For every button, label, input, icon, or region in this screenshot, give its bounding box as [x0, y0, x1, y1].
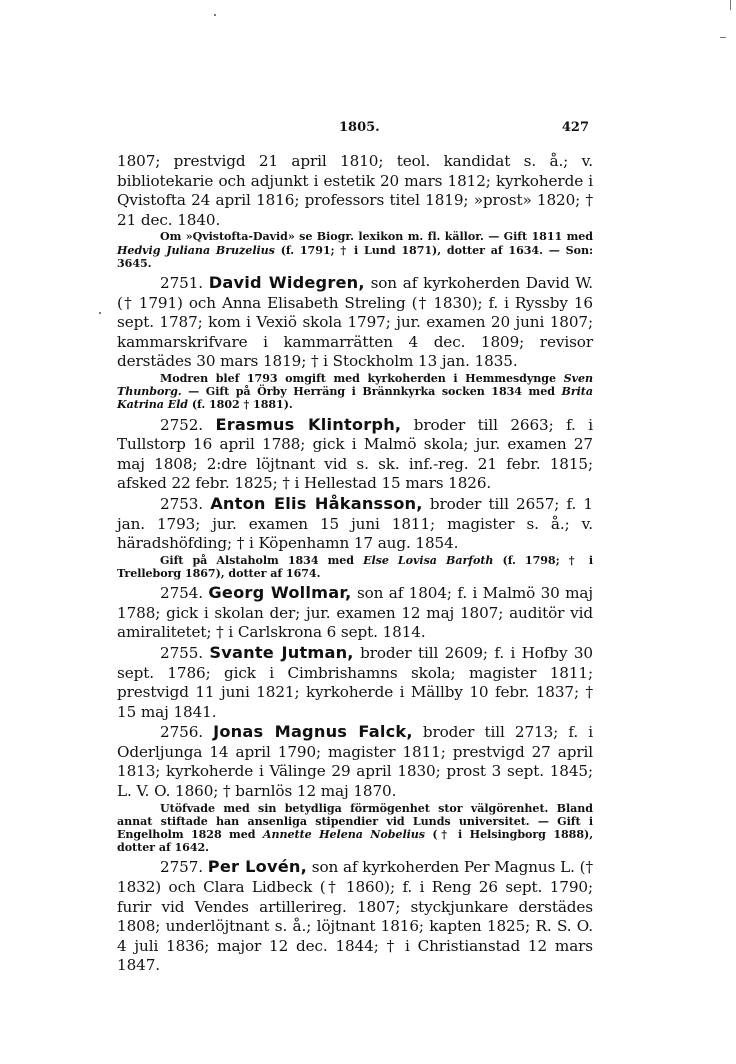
- entry-2757: 2757. Per Lovén, son af kyrkoherden Per Magnus L. († 1832) och Clara Lidbeck († 1860); f. i Reng 26 sept. 1790; furir vid Vendes artillerireg. 1807; styckjunkare derstädes 1808; underlöjtnant s. å.; löjtnant 1816; kapten 1825; R. S. O. 4 juli 1836; major 12 dec. 1844; † i Christianstad 12 mars 1847.: [117, 857, 593, 975]
- running-head-year: 1805.: [339, 120, 380, 135]
- entry-2753-note: Gift på Alstaholm 1834 med Else Lovisa Barfoth (f. 1798; † i Trelleborg 1867), dotter af 1674.: [117, 553, 593, 580]
- entry-2753: 2753. Anton Elis Håkansson, broder till 2657; f. 1 jan. 1793; jur. examen 15 juni 1811; magister s. å.; v. häradshöfding; † i Köpenhamn 17 aug. 1854.: [117, 493, 593, 553]
- scan-mark-top: [214, 14, 216, 16]
- continuation-note: Om »Qvistofta-David» se Biogr. lexikon m. fl. källor. — Gift 1811 med Hedvig Juliana Bruzelius (f. 1791; † i Lund 1871), dotter af 1634. — Son: 3645.: [117, 230, 593, 270]
- scan-mark-margin: [99, 312, 101, 314]
- continuation-text: 1807; prestvigd 21 april 1810; teol. kandidat s. å.; v. bibliotekarie och adjunkt i estetik 20 mars 1812; kyrkoherde i Qvistofta 24 april 1816; professors titel 1819; »prost» 1820; † 21 dec. 1840.: [117, 152, 593, 229]
- entry-2755: 2755. Svante Jutman, broder till 2609; f. i Hofby 30 sept. 1786; gick i Cimbrishamns skola; magister 1811; prestvigd 11 juni 1821; kyrkoherde i Mällby 10 febr. 1837; † 15 maj 1841.: [117, 642, 593, 721]
- document-page: [117, 116, 593, 976]
- page-header: [117, 116, 593, 138]
- entry-2756: 2756. Jonas Magnus Falck, broder till 2713; f. i Oderljunga 14 april 1790; magister 1811; prestvigd 27 april 1813; kyrkoherde i Välinge 29 april 1830; prost 3 sept. 1845; L. V. O. 1860; † barnlös 12 maj 1870.: [117, 722, 593, 801]
- entry-2751-note: Modren blef 1793 omgift med kyrkoherden i Hemmesdynge Sven Thunborg. — Gift på Örby Herräng i Brännkyrka socken 1834 med Brita Katrina Eld (f. 1802 † 1881).: [117, 371, 593, 412]
- entry-2751: 2751. David Widegren, son af kyrkoherden David W. († 1791) och Anna Elisabeth Streling († 1830); f. i Ryssby 16 sept. 1787; kom i Vexiö skola 1797; jur. examen 20 juni 1807; kammarskrifvare i kammarrätten 4 dec. 1809; revisor derstädes 30 mars 1819; † i Stockholm 13 jan. 1835.: [117, 272, 593, 371]
- entry-2756-note: Utöfvade med sin betydliga förmögenhet stor välgörenhet. Bland annat stiftade han ansenliga stipendier vid Lunds universitet. — Gift i Engelholm 1828 med Annette Helena Nobelius († i Helsingborg 1888), dotter af 1642.: [117, 801, 594, 855]
- scan-mark-edge-dash: [720, 37, 726, 38]
- entry-2752: 2752. Erasmus Klintorph, broder till 2663; f. i Tullstorp 16 april 1788; gick i Malmö skola; jur. examen 27 maj 1808; 2:dre löjtnant vid s. sk. inf.-reg. 21 febr. 1815; afsked 22 febr. 1825; † i Hellestad 15 mars 1826.: [117, 414, 593, 493]
- scan-mark-edge: [730, 0, 731, 10]
- entry-2754: 2754. Georg Wollmar, son af 1804; f. i Malmö 30 maj 1788; gick i skolan der; jur. examen 12 maj 1807; auditör vid amiralitetet; † i Carlskrona 6 sept. 1814.: [117, 583, 593, 642]
- page-number: 427: [561, 120, 589, 135]
